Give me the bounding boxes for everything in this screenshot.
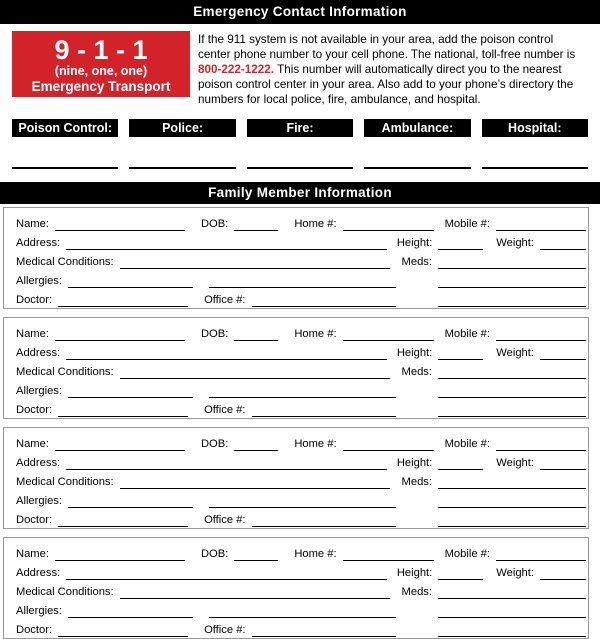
- dob-label: DOB:: [200, 548, 229, 560]
- dob-blank: [234, 548, 278, 561]
- home-phone-label: Home #:: [294, 548, 337, 560]
- name-label: Name:: [16, 218, 49, 230]
- allergies-row: [16, 379, 586, 398]
- home-phone-blank: [343, 438, 434, 451]
- family-section-title: Family Member Information: [208, 185, 392, 200]
- height-label: Height:: [396, 567, 433, 579]
- medical-conditions-label: Medical Conditions:: [16, 476, 114, 488]
- address-label: Address:: [16, 567, 61, 579]
- doctor-blank: [58, 514, 188, 527]
- home-phone-label: Home #:: [294, 218, 337, 230]
- address-height-weight-row: [16, 561, 586, 580]
- home-phone-label: Home #:: [294, 438, 337, 450]
- height-blank: [438, 237, 483, 250]
- doctor-label: Doctor:: [16, 404, 53, 416]
- allergies-blank-2: [209, 385, 396, 398]
- family-member-block: [3, 317, 589, 419]
- home-phone-blank: [343, 328, 434, 341]
- police-label: Police:: [129, 119, 235, 137]
- hospital-blank: [482, 167, 588, 169]
- name-blank: [55, 438, 185, 451]
- ambulance-blank: [364, 167, 470, 169]
- medical-conditions-meds-row: [16, 580, 586, 599]
- family-member-block: [3, 537, 589, 639]
- 911-caption: Emergency Transport System: [31, 79, 171, 110]
- meds-blank-2: [438, 495, 586, 508]
- mobile-phone-blank: [496, 548, 586, 561]
- office-phone-label: Office #:: [204, 404, 246, 416]
- dob-label: DOB:: [200, 218, 229, 230]
- medical-conditions-meds-row: [16, 250, 586, 269]
- address-height-weight-row: [16, 341, 586, 360]
- mobile-phone-label: Mobile #:: [444, 438, 490, 450]
- poison-text-after: This number will automatically direct you to the nearest poison control center in your area. Also add to your phone’s directory the numbers for local police, fire, ambulance, and hospital.: [198, 63, 574, 106]
- office-phone-blank: [252, 624, 396, 637]
- meds-blank-2: [438, 385, 586, 398]
- office-phone-label: Office #:: [204, 294, 246, 306]
- mobile-phone-label: Mobile #:: [444, 328, 490, 340]
- dob-blank: [234, 328, 278, 341]
- 911-badge: [12, 31, 190, 110]
- height-label: Height:: [396, 347, 433, 359]
- medical-conditions-meds-row: [16, 360, 586, 379]
- fire-blank: [247, 167, 353, 169]
- weight-blank: [540, 347, 586, 360]
- emergency-numbers-labels: [12, 119, 588, 137]
- doctor-office-row: [16, 398, 586, 417]
- allergies-blank: [68, 605, 193, 618]
- address-blank: [66, 347, 387, 360]
- meds-blank-3: [438, 294, 586, 307]
- doctor-blank: [58, 294, 188, 307]
- mobile-phone-blank: [496, 328, 586, 341]
- office-phone-blank: [252, 404, 396, 417]
- name-blank: [55, 218, 185, 231]
- poison-control-blank: [12, 167, 118, 169]
- emergency-section-header: [0, 0, 600, 24]
- medical-conditions-blank: [120, 476, 390, 489]
- address-height-weight-row: [16, 231, 586, 250]
- weight-label: Weight:: [496, 347, 534, 359]
- doctor-label: Doctor:: [16, 514, 53, 526]
- allergies-row: [16, 269, 586, 288]
- family-section-header: [0, 182, 600, 204]
- weight-label: Weight:: [496, 237, 534, 249]
- allergies-blank-2: [209, 605, 396, 618]
- meds-blank: [438, 586, 586, 599]
- office-phone-blank: [252, 514, 396, 527]
- dob-blank: [234, 438, 278, 451]
- name-dob-phone-row: [16, 212, 586, 231]
- height-blank: [438, 567, 483, 580]
- meds-label: Meds:: [401, 586, 432, 598]
- dob-label: DOB:: [200, 328, 229, 340]
- meds-blank: [438, 476, 586, 489]
- emergency-numbers-blanks: [12, 167, 588, 169]
- doctor-blank: [58, 624, 188, 637]
- office-phone-blank: [252, 294, 396, 307]
- medical-conditions-label: Medical Conditions:: [16, 366, 114, 378]
- address-label: Address:: [16, 457, 61, 469]
- weight-label: Weight:: [496, 567, 534, 579]
- doctor-office-row: [16, 288, 586, 307]
- meds-label: Meds:: [401, 366, 432, 378]
- allergies-blank: [68, 385, 193, 398]
- top-info-row: [12, 31, 588, 110]
- address-blank: [66, 567, 387, 580]
- doctor-blank: [58, 404, 188, 417]
- dob-blank: [234, 218, 278, 231]
- allergies-label: Allergies:: [16, 605, 63, 617]
- address-label: Address:: [16, 237, 61, 249]
- allergies-label: Allergies:: [16, 385, 63, 397]
- allergies-blank-2: [209, 495, 396, 508]
- allergies-blank: [68, 275, 193, 288]
- allergies-blank-2: [209, 275, 396, 288]
- allergies-row: [16, 599, 586, 618]
- meds-blank-2: [438, 275, 586, 288]
- poison-hotline-number: 800-222-1222.: [198, 63, 275, 76]
- meds-blank-3: [438, 514, 586, 527]
- allergies-label: Allergies:: [16, 495, 63, 507]
- name-dob-phone-row: [16, 322, 586, 341]
- meds-blank-2: [438, 605, 586, 618]
- height-blank: [438, 457, 483, 470]
- mobile-phone-label: Mobile #:: [444, 218, 490, 230]
- address-blank: [66, 237, 387, 250]
- office-phone-label: Office #:: [204, 514, 246, 526]
- meds-label: Meds:: [401, 476, 432, 488]
- medical-conditions-label: Medical Conditions:: [16, 256, 114, 268]
- 911-number: 9 - 1 - 1: [54, 35, 148, 65]
- 911-subtitle: (nine, one, one): [54, 64, 148, 78]
- name-blank: [55, 328, 185, 341]
- police-blank: [129, 167, 235, 169]
- height-label: Height:: [396, 237, 433, 249]
- address-label: Address:: [16, 347, 61, 359]
- mobile-phone-blank: [496, 438, 586, 451]
- name-blank: [55, 548, 185, 561]
- poison-text-before: If the 911 system is not available in your area, add the poison control center phone number to your cell phone. The national, toll-free number is: [198, 33, 576, 61]
- home-phone-label: Home #:: [294, 328, 337, 340]
- meds-label: Meds:: [401, 256, 432, 268]
- doctor-label: Doctor:: [16, 294, 53, 306]
- address-blank: [66, 457, 387, 470]
- poison-control-paragraph: [198, 31, 588, 107]
- mobile-phone-blank: [496, 218, 586, 231]
- height-label: Height:: [396, 457, 433, 469]
- doctor-label: Doctor:: [16, 624, 53, 636]
- medical-conditions-blank: [120, 366, 390, 379]
- family-members: [3, 207, 589, 639]
- weight-blank: [540, 567, 586, 580]
- family-member-block: [3, 427, 589, 529]
- family-member-block: [3, 207, 589, 309]
- name-label: Name:: [16, 328, 49, 340]
- office-phone-label: Office #:: [204, 624, 246, 636]
- name-dob-phone-row: [16, 542, 586, 561]
- weight-label: Weight:: [496, 457, 534, 469]
- allergies-label: Allergies:: [16, 275, 63, 287]
- medical-conditions-label: Medical Conditions:: [16, 586, 114, 598]
- allergies-row: [16, 489, 586, 508]
- meds-blank-3: [438, 624, 586, 637]
- doctor-office-row: [16, 508, 586, 527]
- meds-blank-3: [438, 404, 586, 417]
- name-label: Name:: [16, 548, 49, 560]
- weight-blank: [540, 457, 586, 470]
- address-height-weight-row: [16, 451, 586, 470]
- home-phone-blank: [343, 218, 434, 231]
- medical-conditions-meds-row: [16, 470, 586, 489]
- doctor-office-row: [16, 618, 586, 637]
- fire-label: Fire:: [247, 119, 353, 137]
- home-phone-blank: [343, 548, 434, 561]
- poison-control-label: Poison Control:: [12, 119, 118, 137]
- ambulance-label: Ambulance:: [364, 119, 470, 137]
- allergies-blank: [68, 495, 193, 508]
- dob-label: DOB:: [200, 438, 229, 450]
- medical-conditions-blank: [120, 256, 390, 269]
- medical-conditions-blank: [120, 586, 390, 599]
- height-blank: [438, 347, 483, 360]
- name-label: Name:: [16, 438, 49, 450]
- meds-blank: [438, 256, 586, 269]
- hospital-label: Hospital:: [482, 119, 588, 137]
- mobile-phone-label: Mobile #:: [444, 548, 490, 560]
- name-dob-phone-row: [16, 432, 586, 451]
- meds-blank: [438, 366, 586, 379]
- emergency-section-title: Emergency Contact Information: [193, 4, 407, 19]
- weight-blank: [540, 237, 586, 250]
